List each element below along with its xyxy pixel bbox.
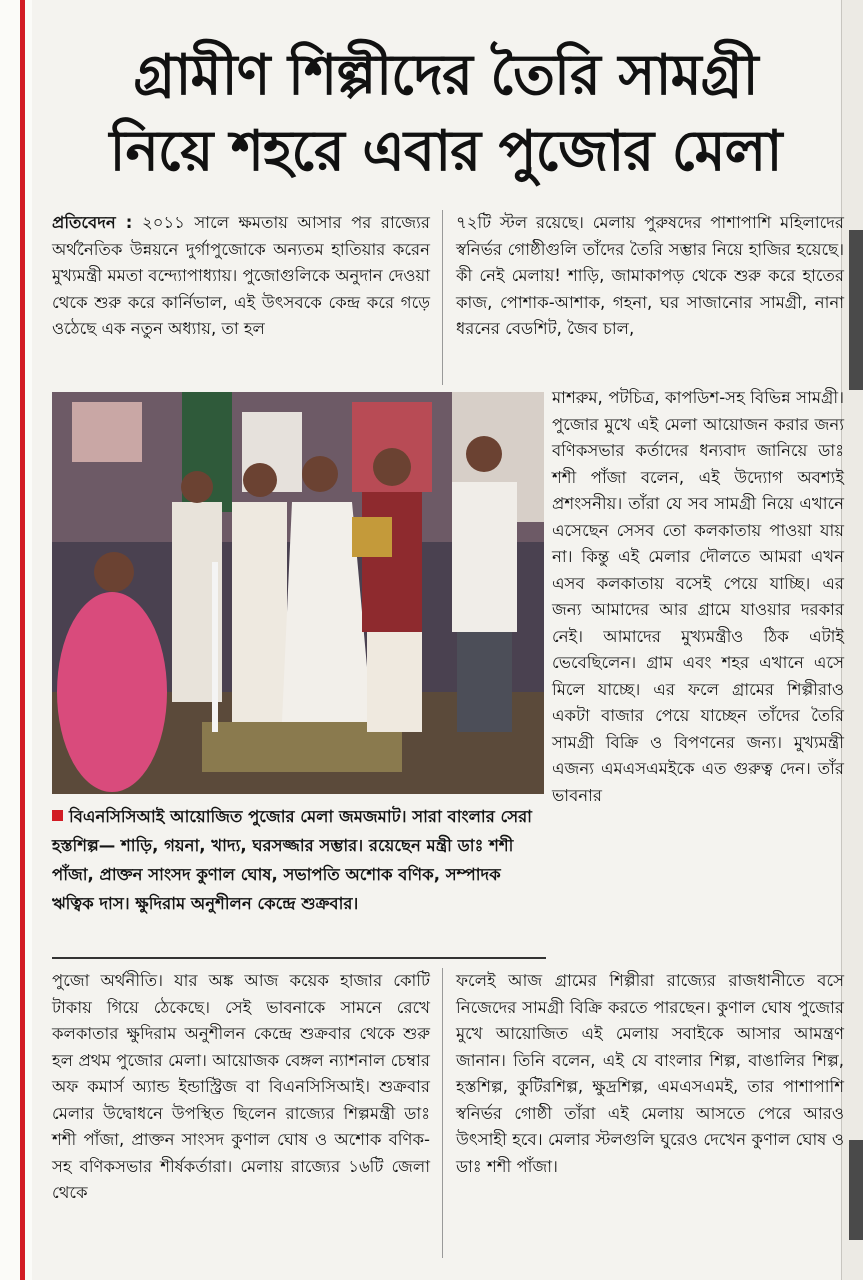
- article-text: ৭২টি স্টল রয়েছে। মেলায় পুরুষদের পাশাপাশি মহিলাদের স্বনির্ভর গোষ্ঠীগুলি তাঁদের তৈরি সম্ভার নিয়ে হাজির হয়েছে। কী নেই মেলায়! শাড়ি, জামাকাপড় থেকে শুরু করে হাতের কাজ, পোশাক-আশাক, গহনা, ঘর সাজানোর সামগ্রী, নানা ধরনের বেডশিট, জৈব চাল,: [456, 213, 844, 338]
- caption-text: বিএনসিসিআই আয়োজিত পুজোর মেলা জমজমাট। সারা বাংলার সেরা হস্তশিল্প— শাড়ি, গয়না, খাদ্য, ঘরসজ্জার সম্ভার। রয়েছেন মন্ত্রী ডাঃ শশী পাঁজা, প্রাক্তন সাংসদ কুণাল ঘোষ, সভাপতি অশোক বণিক, সম্পাদক ঋত্বিক দাস। ক্ষুদিরাম অনুশীলন কেন্দ্রে শুক্রবার।: [52, 807, 532, 913]
- adjacent-photo-fragment: [849, 1140, 863, 1240]
- headline-line-2: নিয়ে শহরে এবার পুজোর মেলা: [109, 119, 782, 184]
- red-column-rule: [20, 0, 25, 1280]
- article-column-1-bottom: [52, 968, 430, 1207]
- column-divider: [442, 210, 443, 385]
- article-text: মাশরুম, পটচিত্র, কাপডিশ-সহ বিভিন্ন সামগ্রী। পুজোর মুখে এই মেলা আয়োজন করার জন্য বণিকসভার কর্তাদের ধন্যবাদ জানিয়ে ডাঃ শশী পাঁজা বলেন, এই উদ্যোগ অবশ্যই প্রশংসনীয়। তাঁরা যে সব সামগ্রী নিয়ে এখানে এসেছেন সেসব তো কলকাতায় পাওয়া যায় না। কিন্তু এই মেলার দৌলতে আমরা এখন এসব কলকাতায় বসেই পেয়ে যাচ্ছি। এর জন্য আমাদের আর গ্রামে যাওয়ার দরকার নেই। আমাদের মুখ্যমন্ত্রীও ঠিক এটাই ভেবেছিলেন। গ্রাম এবং শহর এখানে এসে মিলে যাচ্ছে। এর ফলে গ্রামের শিল্পীরাও একটা বাজার পেয়ে যাচ্ছেন তাঁদের তৈরি সামগ্রী বিক্রি ও বিপণনের জন্য। মুখ্যমন্ত্রী এজন্য এমএসএমইকে এত গুরুত্ব দেন। তাঁর ভাবনার: [552, 388, 844, 805]
- adjacent-page-strip: [841, 0, 863, 1280]
- photo-illustration: [52, 392, 544, 794]
- dateline: প্রতিবেদন :: [52, 213, 133, 232]
- article-text: পুজো অর্থনীতি। যার অঙ্ক আজ কয়েক হাজার কোটি টাকায় গিয়ে ঠেকেছে। সেই ভাবনাকে সামনে রেখে কলকাতার ক্ষুদিরাম অনুশীলন কেন্দ্রে শুক্রবার থেকে শুরু হল প্রথম পুজোর মেলা। আয়োজক বেঙ্গল ন্যাশনাল চেম্বার অফ কমার্স অ্যান্ড ইন্ডাস্ট্রিজ বা বিএনসিসিআই। শুক্রবার মেলার উদ্বোধনে উপস্থিত ছিলেন রাজ্যের শিল্পমন্ত্রী ডাঃ শশী পাঁজা, প্রাক্তন সাংসদ কুণাল ঘোষ ও অশোক বণিক-সহ বণিকসভার শীর্ষকর্তারা। মেলায় রাজ্যের ১৬টি জেলা থেকে: [52, 971, 430, 1202]
- article-text: ২০১১ সালে ক্ষমতায় আসার পর রাজ্যের অর্থনৈতিক উন্নয়নে দুর্গাপুজোকে অন্যতম হাতিয়ার করেন মুখ্যমন্ত্রী মমতা বন্দ্যোপাধ্যায়। পুজোগুলিকে অনুদান দেওয়া থেকে শুরু করে কার্নিভাল, এই উৎসবকে কেন্দ্র করে গড়ে ওঠেছে এক নতুন অধ্যায়, তা হল: [52, 213, 431, 338]
- left-page-margin: [0, 0, 32, 1280]
- article-text: ফলেই আজ গ্রামের শিল্পীরা রাজ্যের রাজধানীতে বসে নিজেদের সামগ্রী বিক্রি করতে পারছেন। কুণাল ঘোষ পুজোর মুখে আয়োজিত এই মেলায় সবাইকে আসার আমন্ত্রণ জানান। তিনি বলেন, এই যে বাংলার শিল্প, বাঙালির শিল্প, হস্তশিল্প, কুটিরশিল্প, ক্ষুদ্রশিল্প, এমএসএমই, তার পাশাপাশি স্বনির্ভর গোষ্ঠী তাঁরা এই মেলায় আসতে পেরে আরও উৎসাহী হবে। মেলার স্টলগুলি ঘুরেও দেখেন কুণাল ঘোষ ও ডাঃ শশী পাঁজা।: [456, 971, 844, 1176]
- article-column-2-middle: [552, 385, 844, 809]
- adjacent-photo-fragment: [849, 230, 863, 390]
- article-column-1-top: [52, 210, 430, 343]
- red-square-icon: [52, 810, 63, 821]
- headline-line-1: গ্রামীণ শিল্পীদের তৈরি সামগ্রী: [133, 43, 758, 108]
- column-divider: [442, 968, 443, 1258]
- photo-caption: [52, 802, 546, 918]
- article-column-2-top: [456, 210, 844, 343]
- headline: [48, 38, 843, 190]
- news-photo: [52, 392, 544, 794]
- article-column-2-bottom: [456, 968, 844, 1180]
- caption-rule: [52, 957, 546, 959]
